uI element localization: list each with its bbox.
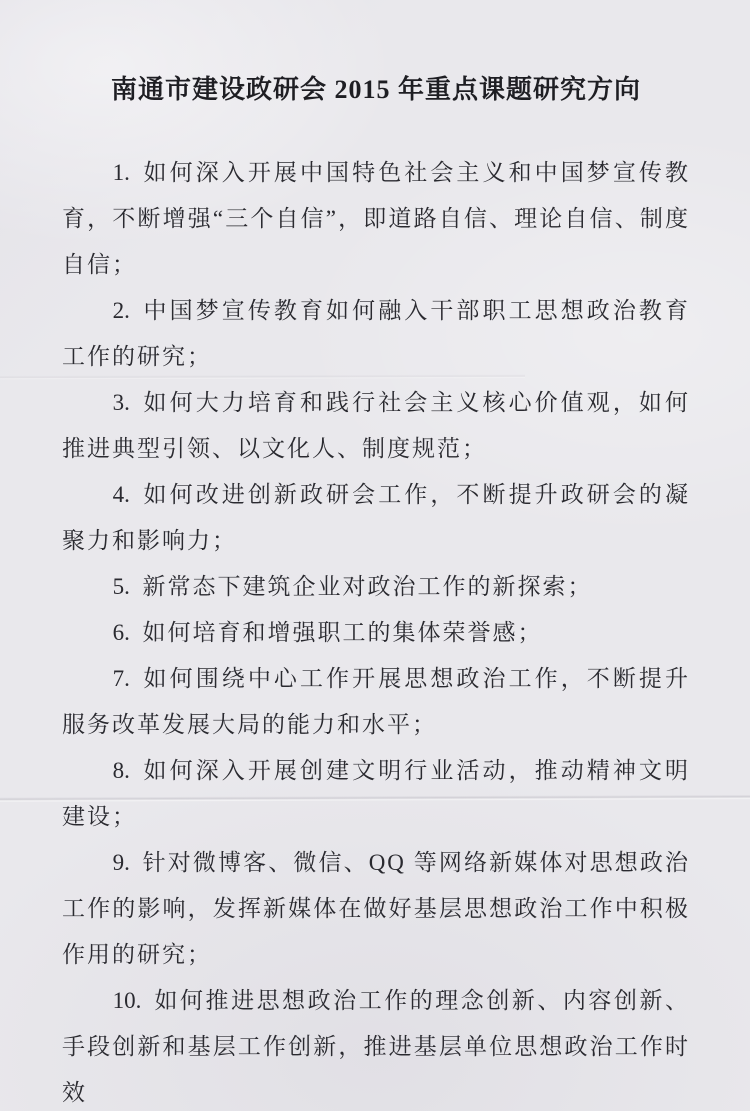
list-item-8 — [62, 748, 690, 840]
item-number: 4. — [112, 482, 130, 507]
item-text: 如何改进创新政研会工作，不断提升政研会的凝聚力和影响力； — [62, 482, 690, 553]
item-number: 10. — [112, 988, 142, 1013]
list-item-1 — [62, 150, 690, 288]
item-text: 如何培育和增强职工的集体荣誉感； — [142, 620, 543, 645]
item-text: 针对微博客、微信、QQ 等网络新媒体对思想政治工作的影响，发挥新媒体在做好基层思想政治工作中积极作用的研究； — [62, 850, 690, 967]
item-number: 6. — [112, 620, 130, 645]
item-text: 中国梦宣传教育如何融入干部职工思想政治教育工作的研究； — [62, 298, 690, 369]
item-number: 9. — [112, 850, 130, 875]
item-number: 1. — [112, 160, 130, 185]
list-item-4 — [62, 472, 690, 564]
list-item-5 — [62, 564, 690, 610]
list-item-3 — [62, 380, 690, 472]
item-number: 7. — [112, 666, 130, 691]
item-text: 如何深入开展创建文明行业活动，推动精神文明建设； — [62, 758, 690, 829]
item-number: 5. — [112, 574, 130, 599]
item-text: 新常态下建筑企业对政治工作的新探索； — [142, 574, 593, 599]
list-item-7 — [62, 656, 690, 748]
list-item-10 — [62, 978, 690, 1111]
document-title: 南通市建设政研会 2015 年重点课题研究方向 — [110, 75, 641, 104]
item-text: 如何围绕中心工作开展思想政治工作，不断提升服务改革发展大局的能力和水平； — [62, 666, 690, 737]
list-item-2 — [62, 288, 690, 380]
item-number: 2. — [112, 298, 130, 323]
item-text: 如何推进思想政治工作的理念创新、内容创新、手段创新和基层工作创新，推进基层单位思想政治工作时效 — [62, 988, 690, 1105]
item-text: 如何深入开展中国特色社会主义和中国梦宣传教育，不断增强“三个自信”，即道路自信、理论自信、制度自信； — [62, 160, 690, 277]
item-number: 3. — [112, 390, 130, 415]
item-text: 如何大力培育和践行社会主义核心价值观，如何推进典型引领、以文化人、制度规范； — [62, 390, 690, 461]
list-item-9 — [62, 840, 690, 978]
list-item-6 — [62, 610, 690, 656]
item-number: 8. — [112, 758, 130, 783]
